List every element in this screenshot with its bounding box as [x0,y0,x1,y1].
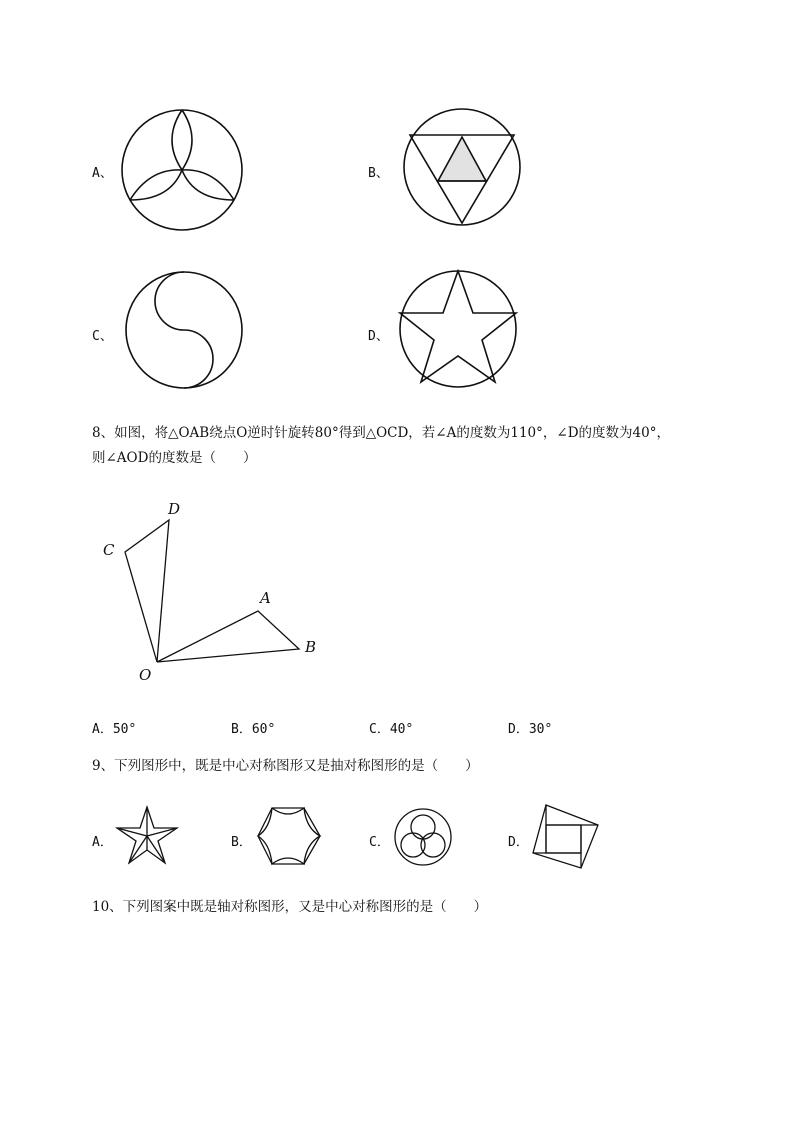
q8-option-b: B．60° [231,722,276,737]
point-label-a: A [260,589,271,607]
q8-option-a: A．50° [92,722,137,737]
q8-option-c: C．40° [369,722,414,737]
q9-option-d-label: D． [508,835,529,850]
q9-figure-d-squares [531,803,601,873]
q8-stem-line2: 则∠AOD的度数是（ ） [92,450,257,466]
q9-option-c-label: C． [369,835,390,850]
q9-figure-a-star [116,806,180,868]
q7-figure-b-triangles [400,105,530,230]
point-label-o: O [139,666,152,684]
q7-option-d-label: D、 [368,329,389,344]
q7-option-b-label: B、 [368,166,389,181]
point-label-c: C [103,541,115,559]
q9-option-b-label: B． [231,835,252,850]
q8-option-d: D．30° [508,722,553,737]
q7-figure-a-three-arcs [110,100,260,240]
point-label-d: D [168,500,181,518]
q10-stem: 10、下列图案中既是轴对称图形，又是中心对称图形的是（ ） [92,899,488,915]
q9-stem: 9、下列图形中，既是中心对称图形又是抽对称图形的是（ ） [92,758,479,774]
q9-figure-c-circles [393,806,455,868]
q8-rotation-figure [95,495,335,695]
q7-option-c-label: C、 [92,329,113,344]
q7-figure-d-star [398,268,528,393]
point-label-b: B [305,638,317,656]
q7-figure-c-yinyang [122,268,252,393]
q9-option-a-label: A． [92,835,113,850]
q7-option-a-label: A、 [92,166,113,181]
q8-stem-line1: 8、如图，将△OAB绕点O逆时针旋转80°得到△OCD，若∠A的度数为110°，∠D的度数为40°， [92,425,670,441]
q9-figure-b-hexagon [256,806,322,866]
